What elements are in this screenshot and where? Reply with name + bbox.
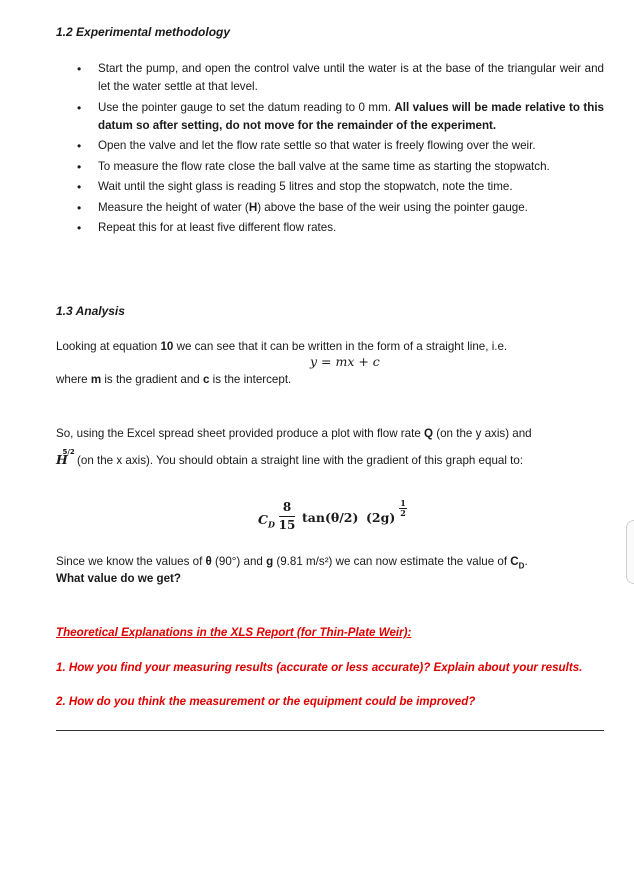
analysis-paragraph-3-line-2: H 5/2 (on the x axis). You should obtain a straight line with the gradient of this graph equal to: (56, 451, 604, 470)
bullet-icon: • (77, 180, 82, 194)
fraction-bar (279, 516, 295, 517)
exponent-denominator: 2 (400, 508, 406, 518)
list-item: • Wait until the sight glass is reading 5 litres and stop the stopwatch, note the time. (77, 180, 513, 194)
bullet-icon: • (77, 200, 82, 215)
discharge-coefficient: $C_D$ (258, 512, 275, 530)
list-item: • Use the pointer gauge to set the datum reading to 0 mm. All values will be made relative to this datum so after setting, do not move for the remainder of the experiment. (77, 100, 604, 132)
theory-question-2: 2. How do you think the measurement or the equipment could be improved? (56, 695, 476, 708)
theory-question-1: 1. How you find your measuring results (accurate or less accurate)? Explain about your results. (56, 661, 583, 674)
list-item: • Repeat this for at least five different flow rates. (77, 221, 337, 235)
list-item: • Open the valve and let the flow rate settle so that water is freely flowing over the weir. (77, 139, 536, 153)
section-heading-analysis: 1.3 Analysis (56, 304, 125, 318)
analysis-paragraph-3-line-1: So, using the Excel spread sheet provided produce a plot with flow rate Q (on the y axis) and (56, 427, 532, 440)
h-power-term: H 5/2 (56, 448, 75, 467)
fraction-numerator: 8 (282, 500, 292, 514)
analysis-paragraph-4: Since we know the values of θ (90°) and g (9.81 m/s²) we can now estimate the value of $C_D$. (56, 555, 528, 571)
list-item: • To measure the flow rate close the ball valve at the same time as starting the stopwatch. (77, 159, 550, 174)
straight-line-equation: y = mx + c (310, 354, 380, 369)
gradient-formula (258, 500, 418, 540)
exponent-numerator: 1 (400, 498, 406, 508)
bullet-icon: • (77, 62, 82, 76)
list-item: • Start the pump, and open the control valve until the water is at the base of the triangular weir and let the water settle at that level. (77, 62, 604, 93)
bullet-icon: • (77, 221, 82, 235)
list-item: • Measure the height of water (H) above the base of the weir using the pointer gauge. (77, 200, 528, 215)
analysis-question: What value do we get? (56, 572, 181, 585)
methodology-steps (56, 60, 604, 240)
horizontal-divider (56, 730, 604, 731)
scroll-handle[interactable] (626, 520, 634, 584)
theory-heading: Theoretical Explanations in the XLS Report (for Thin-Plate Weir): (56, 626, 412, 639)
tan-term: tan(θ/2) (302, 510, 359, 525)
section-heading-methodology: 1.2 Experimental methodology (56, 25, 231, 39)
bullet-icon: • (77, 159, 82, 174)
analysis-paragraph-2: where m is the gradient and c is the intercept. (56, 373, 292, 386)
bullet-icon: • (77, 100, 82, 115)
bullet-icon: • (77, 139, 82, 153)
gravity-term: (2g) (366, 510, 396, 525)
analysis-paragraph-1: Looking at equation 10 we can see that it can be written in the form of a straight line, i.e. (56, 340, 508, 353)
fraction-denominator: 15 (278, 518, 296, 532)
